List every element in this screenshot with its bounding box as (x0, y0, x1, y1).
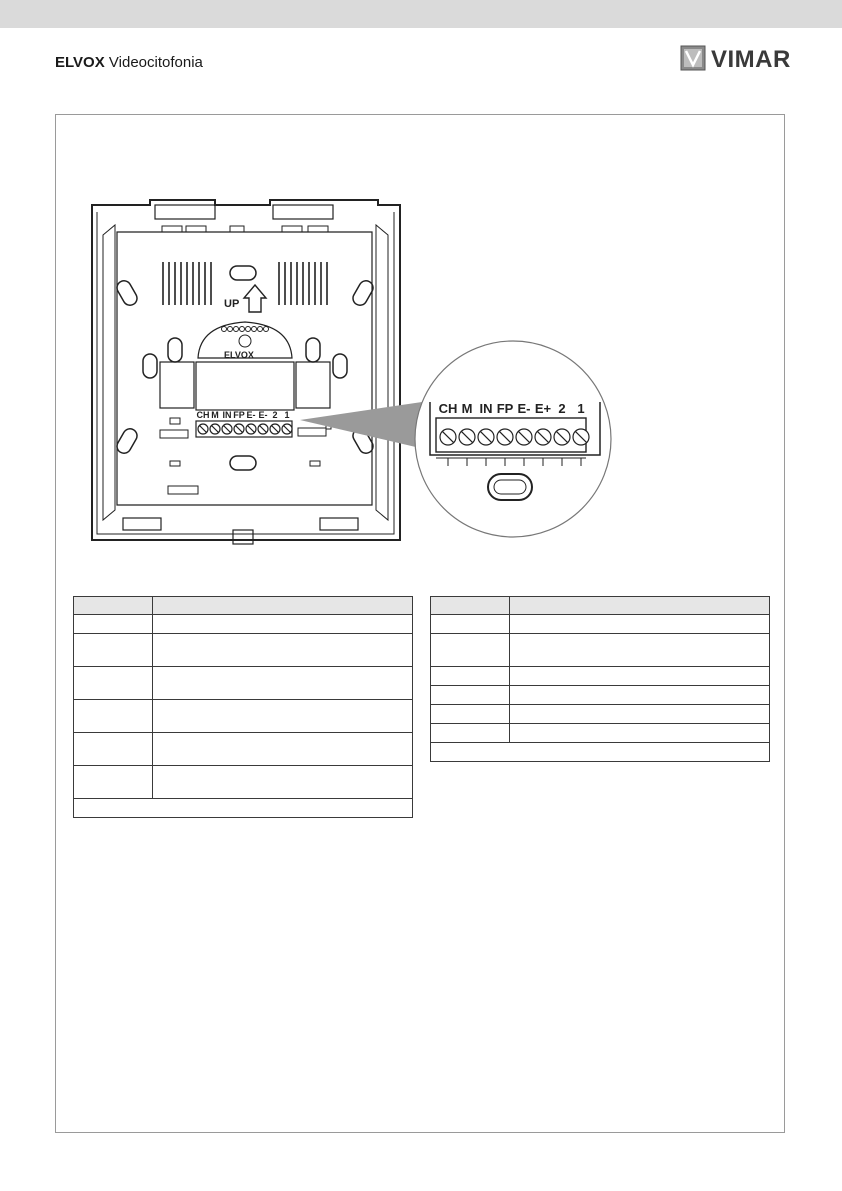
vimar-logo (680, 45, 790, 73)
terminal-label: 2 (558, 401, 566, 416)
table-cell (431, 724, 510, 743)
table-row (431, 634, 770, 667)
table-cell (431, 705, 510, 724)
table-row (74, 700, 413, 733)
table-cell (153, 733, 413, 766)
terminal-label: M (211, 410, 219, 420)
top-bar (0, 0, 842, 28)
table-cell (153, 615, 413, 634)
table-cell (74, 700, 153, 733)
table-cell (431, 686, 510, 705)
brand-title (55, 54, 203, 71)
logo-text: VIMAR (711, 46, 791, 73)
table-footer-cell (431, 743, 770, 762)
table-cell (431, 667, 510, 686)
table-row (431, 686, 770, 705)
terminal-label: M (461, 401, 473, 416)
table-cell (153, 667, 413, 700)
table-cell (74, 733, 153, 766)
table-cell (74, 634, 153, 667)
terminal-label: CH (196, 410, 210, 420)
maker-label: ELVOX (224, 350, 254, 360)
terminal-labels-small (197, 410, 290, 420)
table-row (431, 615, 770, 634)
table-cell (510, 615, 770, 634)
terminal-label: 1 (577, 401, 585, 416)
vimar-emblem-icon (680, 45, 706, 71)
table-row (431, 667, 770, 686)
terminal-label: E+ (534, 401, 552, 416)
table-row (431, 705, 770, 724)
table-row (74, 766, 413, 799)
table-footer-cell (74, 799, 413, 818)
table-row (431, 724, 770, 743)
terminal-table-left (73, 596, 413, 818)
table-header-cell (431, 597, 510, 615)
table-cell (153, 766, 413, 799)
terminal-label: 2 (272, 410, 278, 420)
table-cell (153, 634, 413, 667)
table-cell (510, 705, 770, 724)
table-cell (153, 700, 413, 733)
table-row (74, 634, 413, 667)
table-cell (431, 615, 510, 634)
up-label: UP (224, 298, 240, 310)
table-row (74, 615, 413, 634)
table-cell (510, 686, 770, 705)
table-header-row (74, 597, 413, 615)
terminal-label: FP (233, 410, 245, 420)
terminal-label: IN (479, 401, 493, 416)
table-header-cell (153, 597, 413, 615)
table-cell (510, 634, 770, 667)
table-cell (74, 766, 153, 799)
table-cell (510, 667, 770, 686)
brand-light: Videocitofonia (108, 54, 203, 71)
table-cell (510, 724, 770, 743)
table-footer-row (74, 799, 413, 818)
terminal-label: 1 (284, 410, 290, 420)
table-row (74, 667, 413, 700)
table-header-row (431, 597, 770, 615)
table-header-cell (510, 597, 770, 615)
table-cell (74, 615, 153, 634)
table-row (74, 733, 413, 766)
terminal-label: E- (517, 401, 531, 416)
terminal-label: IN (222, 410, 232, 420)
table-footer-row (431, 743, 770, 762)
terminal-table-right (430, 596, 770, 762)
terminal-label: CH (438, 401, 458, 416)
terminal-label: E- (246, 410, 256, 420)
terminal-label: FP (496, 401, 514, 416)
table-cell (74, 667, 153, 700)
device-back-diagram (85, 185, 615, 555)
brand-bold: ELVOX (55, 54, 105, 71)
terminal-label: E- (258, 410, 268, 420)
table-cell (431, 634, 510, 667)
table-header-cell (74, 597, 153, 615)
